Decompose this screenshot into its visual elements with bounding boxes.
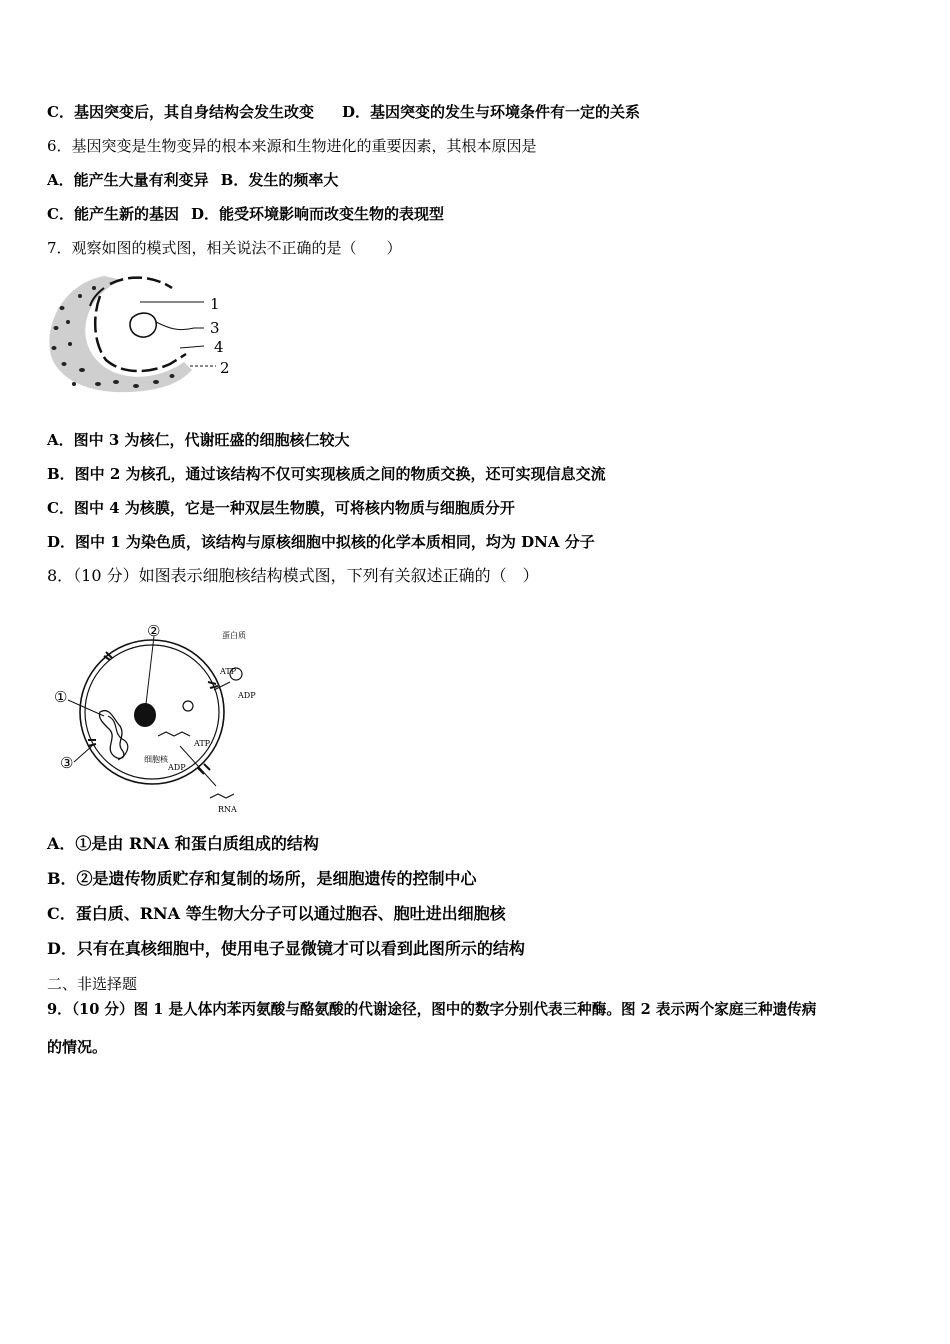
section-2-title: [47, 974, 137, 994]
rna-inside: [158, 732, 190, 736]
section-2-title-text: 二、非选择题: [47, 975, 138, 993]
q8-option-c-text: C．蛋白质、RNA 等生物大分子可以通过胞吞、胞吐进出细胞核: [47, 904, 506, 923]
q6-option-b: B．发生的频率大: [220, 171, 339, 189]
q5-option-d: D．基因突变的发生与环境条件有一定的关系: [341, 103, 640, 121]
q6-stem: [47, 136, 537, 156]
q5-options-row: [47, 102, 640, 122]
vesicle-inner: [183, 701, 193, 711]
fig7-label-4: 4: [214, 338, 224, 356]
q9-stem-line-1-text: 9．（10 分）图 1 是人体内苯丙氨酸与酪氨酸的代谢途径，图中的数字分别代表三种酶。图 2 表示两个家庭三种遗传病: [47, 1001, 817, 1018]
fig7-label-1: 1: [210, 295, 220, 313]
nuclear-envelope-top: [110, 278, 172, 288]
fig8-label-adp-bottom: ADP: [168, 763, 186, 772]
nucleus-diagram-figure: [44, 266, 244, 400]
q6-stem-text: 6．基因突变是生物变异的根本来源和生物进化的重要因素，其根本原因是: [47, 137, 537, 155]
q8-stem: [47, 566, 539, 586]
nucleolus-dark: [134, 703, 156, 727]
q8-option-a-text: A．①是由 RNA 和蛋白质组成的结构: [47, 834, 319, 853]
q7-option-c-text: C．图中 4 为核膜，它是一种双层生物膜，可将核内物质与细胞质分开: [47, 499, 515, 517]
q7-option-d-text: D．图中 1 为染色质，该结构与原核细胞中拟核的化学本质相同，均为 DNA 分子: [47, 533, 595, 551]
q8-option-d-text: D．只有在真核细胞中，使用电子显微镜才可以看到此图所示的结构: [47, 939, 525, 958]
label-line-4: [180, 346, 204, 348]
chromatin: [99, 711, 123, 759]
label-line-3: [156, 322, 204, 330]
q8-option-c: [47, 904, 506, 924]
q8-stem-text: 8．（10 分）如图表示细胞核结构模式图，下列有关叙述正确的（ ）: [47, 566, 539, 585]
q7-option-c: [47, 498, 515, 518]
q6-option-a: A．能产生大量有利变异: [47, 171, 209, 189]
q7-stem: [47, 238, 402, 258]
q8-option-b: [47, 869, 477, 889]
q7-option-b-text: B．图中 2 为核孔，通过该结构不仅可实现核质之间的物质交换，还可实现信息交流: [47, 465, 606, 483]
q6-option-d: D．能受环境影响而改变生物的表现型: [190, 205, 444, 223]
q5-option-c: C．基因突变后，其自身结构会发生改变: [47, 103, 314, 121]
q9-stem-line-1: [47, 1000, 816, 1020]
q6-options-row-1: [47, 170, 338, 190]
pointer-3: [74, 746, 92, 762]
q6-options-row-2: [47, 204, 444, 224]
fig8-label-atp-bottom: ATP: [194, 739, 211, 748]
q7-option-b: [47, 464, 606, 484]
rna-outside: [210, 794, 234, 798]
fig8-label-atp-top: ATP: [220, 667, 237, 676]
q7-option-d: [47, 532, 595, 552]
nucleolus-shape: [130, 313, 156, 337]
q7-option-a: [47, 430, 350, 450]
fig7-label-2: 2: [220, 359, 230, 377]
fig7-label-3: 3: [210, 319, 220, 337]
fig8-label-3: ③: [60, 754, 74, 772]
q9-stem-line-2-text: 的情况。: [47, 1038, 108, 1056]
q8-option-b-text: B．②是遗传物质贮存和复制的场所，是细胞遗传的控制中心: [47, 869, 477, 888]
fig8-label-2: ②: [147, 622, 161, 640]
fig8-label-rna: RNA: [218, 805, 237, 814]
nucleus-structure-figure: [48, 616, 278, 816]
fig8-label-nucleolus: 细胞核: [144, 755, 168, 764]
q7-stem-text: 7．观察如图的模式图，相关说法不正确的是（ ）: [47, 239, 402, 257]
fig8-label-1: ①: [54, 688, 68, 706]
q8-option-d: [47, 939, 525, 959]
q7-option-a-text: A．图中 3 为核仁，代谢旺盛的细胞核仁较大: [47, 431, 350, 449]
q9-stem-line-2: [47, 1037, 107, 1057]
q6-option-c: C．能产生新的基因: [47, 205, 179, 223]
fig8-label-adp-top: ADP: [238, 691, 256, 700]
pointer-2: [146, 636, 154, 704]
fig8-label-protein: 蛋白质: [222, 631, 246, 640]
q8-option-a: [47, 834, 319, 854]
